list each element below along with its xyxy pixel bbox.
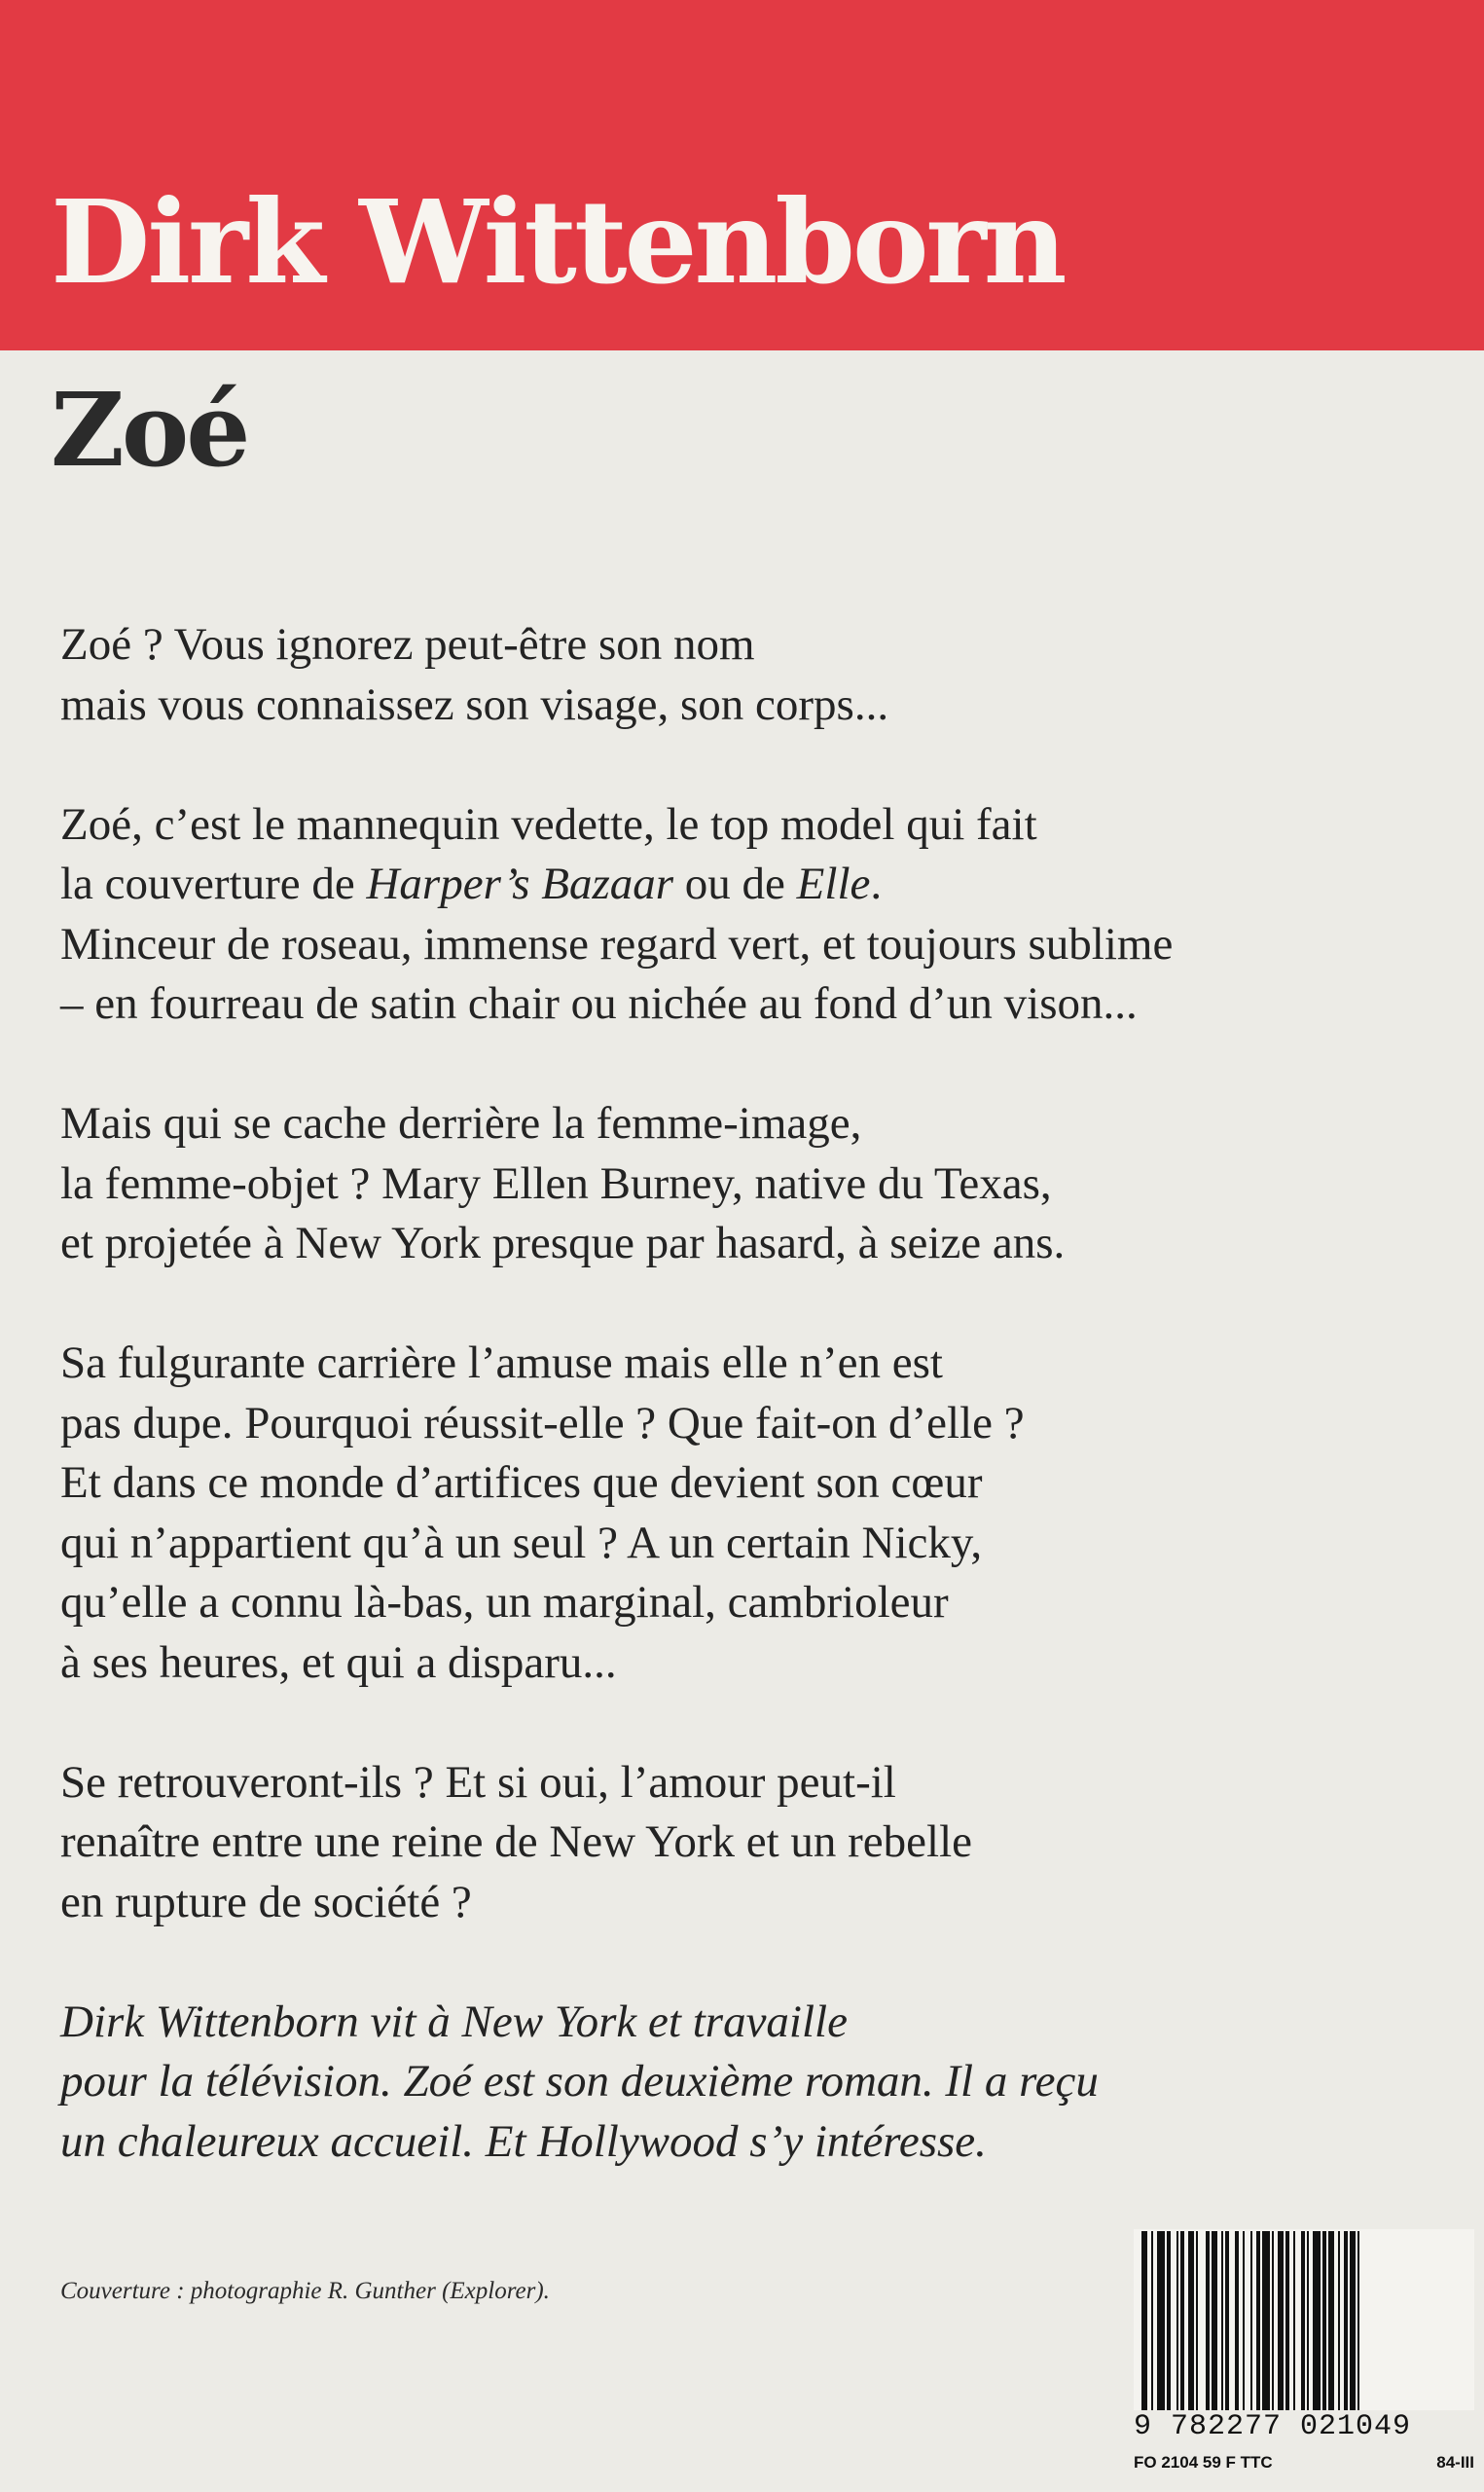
blurb-paragraph xyxy=(60,1094,1442,1274)
text-segment: . xyxy=(870,859,883,909)
blurb-line: à ses heures, et qui a disparu... xyxy=(60,1636,617,1688)
blurb-line: mais vous connaissez son visage, son corps... xyxy=(60,678,889,730)
blurb-paragraph xyxy=(60,615,1442,735)
text-segment: ou de xyxy=(673,859,797,909)
blurb-line: Zoé ? Vous ignorez peut-être son nom xyxy=(60,619,755,670)
blurb-line: pas dupe. Pourquoi réussit-elle ? Que fait-on d’elle ? xyxy=(60,1397,1025,1448)
text-segment: la couverture de xyxy=(60,859,367,909)
blurb-line: la femme-objet ? Mary Ellen Burney, native du Texas, xyxy=(60,1157,1052,1209)
barcode-icon xyxy=(1134,2229,1474,2424)
blurb-paragraph xyxy=(60,1753,1442,1933)
author-bio-paragraph xyxy=(60,1993,1442,2173)
magazine-title: Harper’s Bazaar xyxy=(366,859,674,909)
blurb-line: en rupture de société ? xyxy=(60,1876,472,1927)
blurb-line: Zoé, c’est le mannequin vedette, le top model qui fait xyxy=(60,798,1037,850)
book-title: Zoé xyxy=(51,370,248,490)
blurb-line: Dirk Wittenborn vit à New York et travaille xyxy=(60,1996,848,2047)
blurb-line: Et dans ce monde d’artifices que devient son cœur xyxy=(60,1457,983,1508)
blurb-paragraph xyxy=(60,795,1442,1035)
back-cover-blurb xyxy=(60,615,1442,2232)
blurb-line: Sa fulgurante carrière l’amuse mais elle n’en est xyxy=(60,1338,943,1388)
series-code: 84-III xyxy=(1436,2453,1474,2472)
blurb-line: pour la télévision. Zoé est son deuxième roman. Il a reçu xyxy=(60,2056,1099,2107)
magazine-title: Elle xyxy=(796,859,871,909)
blurb-line: Se retrouveront-ils ? Et si oui, l’amour peut-il xyxy=(60,1756,896,1808)
header-band xyxy=(0,0,1484,350)
blurb-paragraph xyxy=(60,1334,1442,1693)
cover-credit: Couverture : photographie R. Gunther (Explorer). xyxy=(60,2278,550,2304)
blurb-line: qu’elle a connu là-bas, un marginal, cambrioleur xyxy=(60,1577,949,1628)
blurb-line: qui n’appartient qu’à un seul ? A un certain Nicky, xyxy=(60,1517,983,1568)
blurb-line: Minceur de roseau, immense regard vert, et toujours sublime xyxy=(60,918,1174,970)
barcode-block xyxy=(1134,2229,1474,2471)
blurb-line: un chaleureux accueil. Et Hollywood s’y intéresse. xyxy=(60,2115,987,2167)
blurb-line: Mais qui se cache derrière la femme-image, xyxy=(60,1098,862,1149)
price-code: FO 2104 59 F TTC xyxy=(1134,2453,1273,2472)
author-name: Dirk Wittenborn xyxy=(51,174,1065,310)
blurb-line xyxy=(60,855,1442,915)
blurb-line: et projetée à New York presque par hasard, à seize ans. xyxy=(60,1218,1066,1268)
isbn-digits: 9 782277 021049 xyxy=(1134,2410,1474,2443)
blurb-line: – en fourreau de satin chair ou nichée au fond d’un vison... xyxy=(60,978,1138,1029)
blurb-line: renaître entre une reine de New York et un rebelle xyxy=(60,1816,972,1867)
